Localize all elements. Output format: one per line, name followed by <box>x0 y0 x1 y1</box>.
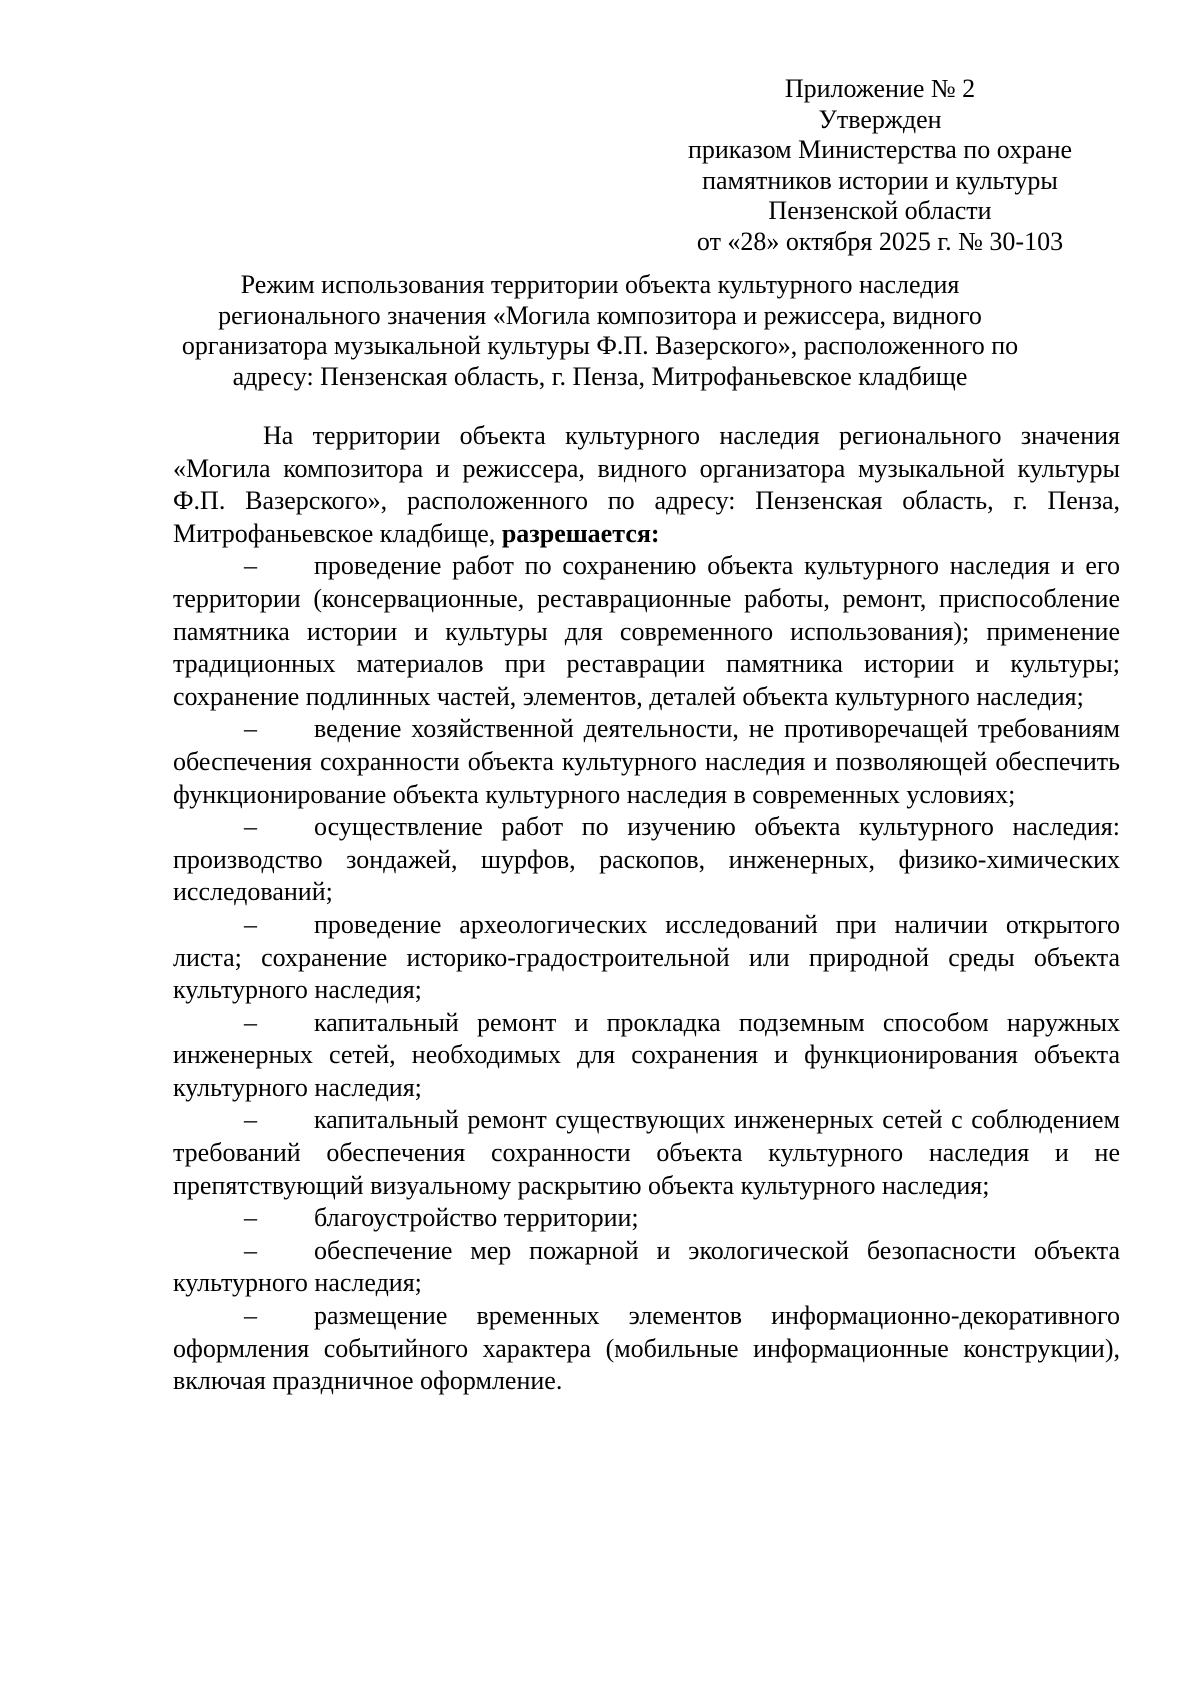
list-item <box>173 811 1120 909</box>
intro-text: На территории объекта культурного наследия регионального значения «Могила композитора и режиссера, видного организатора музыкальной культуры Ф.П. Вазерского», расположенного по адресу: Пензенская область, г. Пенза, Митрофаньевское кладбище, <box>173 421 1120 548</box>
dash-bullet: – <box>244 1105 257 1135</box>
list-item-text: проведение работ по сохранению объекта культурного наследия и его территории (консервационные, реставрационные работы, ремонт, приспособление памятника истории и культуры для современного использования); применение традиционных материалов при реставрации памятника истории и культуры; сохранение подлинных частей, элементов, деталей объекта культурного наследия; <box>173 551 1120 711</box>
intro-paragraph <box>173 420 1120 550</box>
list-item-text: благоустройство территории; <box>314 1203 639 1233</box>
list-item-text: осуществление работ по изучению объекта культурного наследия: производство зондажей, шурфов, раскопов, инженерных, физико-химических исследований; <box>173 812 1120 907</box>
list-item <box>173 1300 1120 1398</box>
appendix-number: Приложение № 2 <box>784 74 976 103</box>
approval-line: Пензенской области <box>768 196 992 225</box>
dash-bullet: – <box>244 714 257 744</box>
list-item <box>173 1007 1120 1105</box>
approved-label: Утвержден <box>818 104 942 134</box>
approval-line: памятников истории и культуры <box>702 165 1058 195</box>
list-item-text: обеспечение мер пожарной и экологической безопасности объекта культурного наследия; <box>173 1235 1120 1298</box>
dash-bullet: – <box>244 1203 257 1233</box>
dash-bullet: – <box>244 1235 257 1265</box>
approval-line: приказом Министерства по охране <box>687 135 1073 164</box>
list-item-text: проведение археологических исследований при наличии открытого листа; сохранение историко-градостроительной или природной среды объекта культурного наследия; <box>173 909 1120 1005</box>
dash-bullet: – <box>244 909 257 939</box>
document-body <box>173 420 1120 1398</box>
list-item-text: капитальный ремонт существующих инженерных сетей с соблюдением требований обеспечения сохранности объекта культурного наследия и не препятствующий визуальному раскрытию объекта культурного наследия; <box>173 1105 1120 1200</box>
dash-bullet: – <box>244 551 257 581</box>
document-title <box>160 270 1040 392</box>
list-item <box>173 550 1120 713</box>
intro-emphasis: разрешается: <box>501 518 660 548</box>
list-item <box>173 1104 1120 1202</box>
title-line: Режим использования территории объекта культурного наследия <box>240 270 960 299</box>
list-item-text: размещение временных элементов информационно-декоративного оформления событийного характера (мобильные информационные конструкции), включая праздничное оформление. <box>173 1301 1120 1396</box>
dash-bullet: – <box>244 1007 257 1037</box>
list-item <box>173 713 1120 811</box>
list-item <box>173 1235 1120 1300</box>
dash-bullet: – <box>244 1301 257 1331</box>
approval-block <box>660 74 1100 257</box>
list-item-text: капитальный ремонт и прокладка подземным способом наружных инженерных сетей, необходимых для сохранения и функционирования объекта культурного наследия; <box>173 1007 1120 1102</box>
title-line: организатора музыкальной культуры Ф.П. Вазерского», расположенного по <box>181 331 1019 360</box>
title-line: адресу: Пензенская область, г. Пенза, Митрофаньевское кладбище <box>232 361 968 391</box>
dash-bullet: – <box>244 812 257 842</box>
title-line: регионального значения «Могила композитора и режиссера, видного <box>218 300 982 330</box>
list-item <box>173 1202 1120 1235</box>
list-item-text: ведение хозяйственной деятельности, не противоречащей требованиям обеспечения сохранности объекта культурного наследия и позволяющей обеспечить функционирование объекта культурного наследия в современных условиях; <box>173 714 1120 809</box>
list-item <box>173 909 1120 1007</box>
order-date-number: от «28» октября 2025 г. № 30-103 <box>696 226 1064 256</box>
